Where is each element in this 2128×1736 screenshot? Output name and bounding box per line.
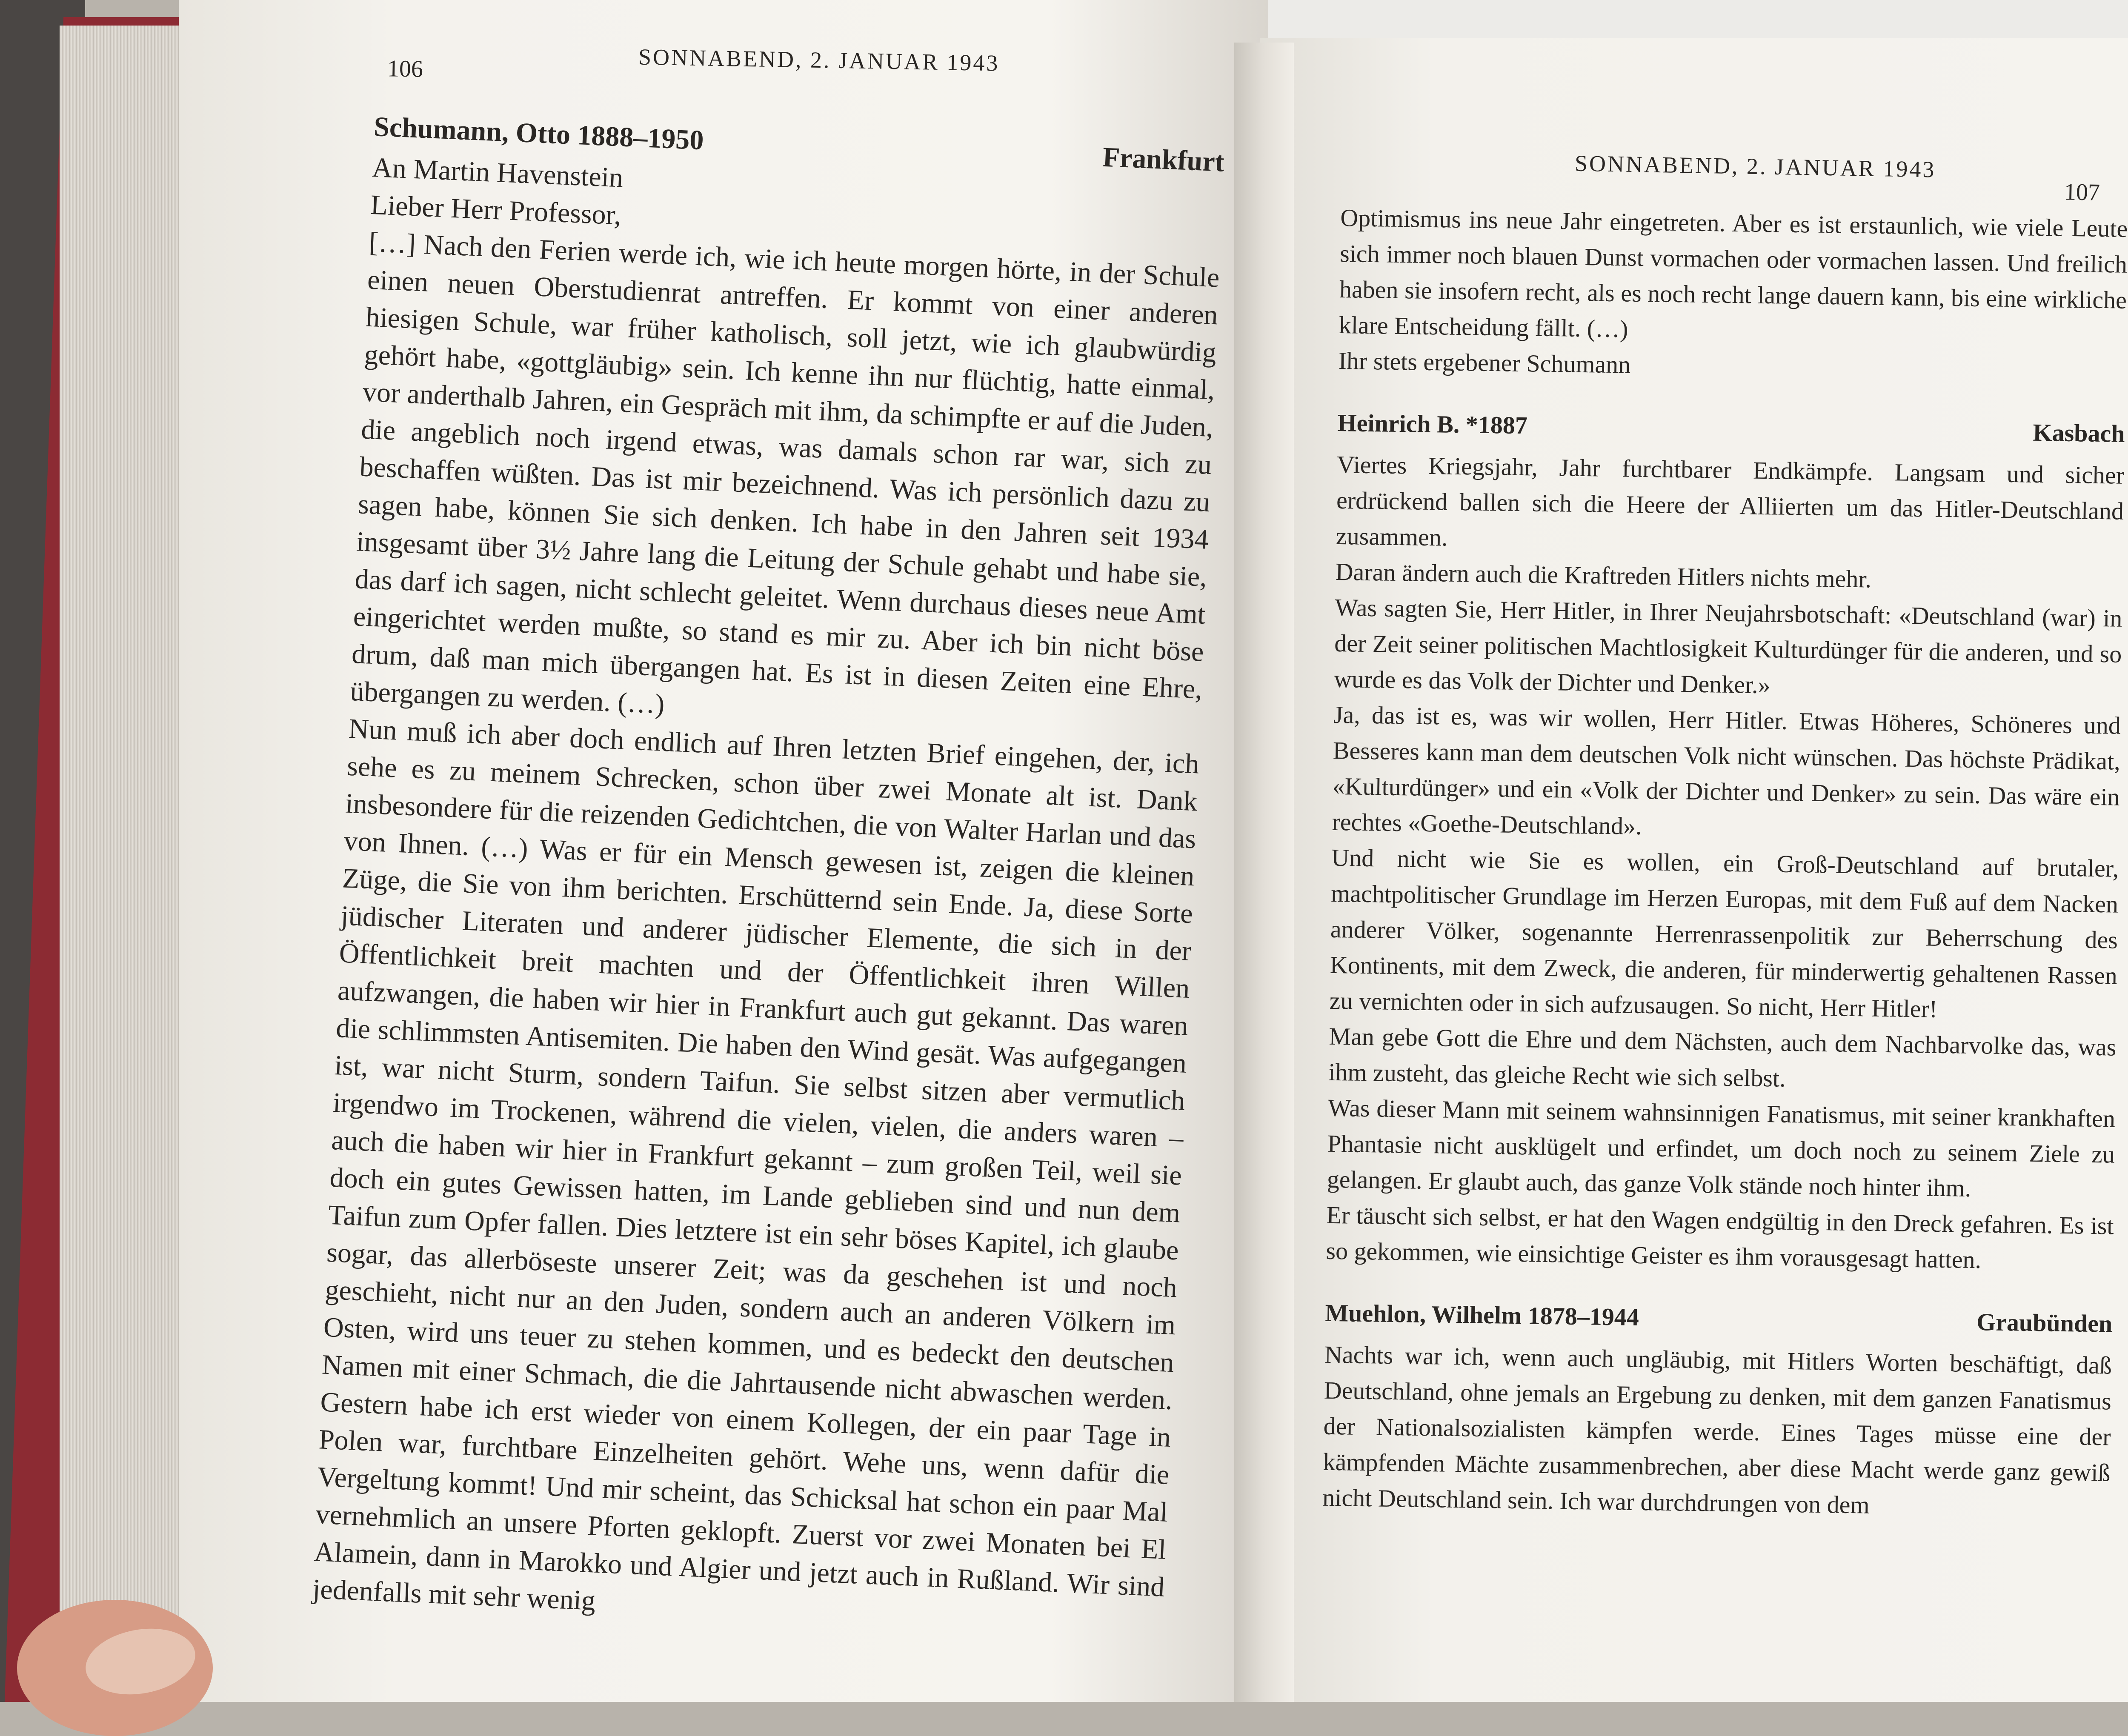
paragraph: Was sagten Sie, Herr Hitler, in Ihrer Neujahrsbotschaft: «Deutschland (war) in der Zeit seiner politischen Machtlosigkeit Kulturdünger für die anderen, und so wurde es das Volk der Dichter und Denker.» xyxy=(1333,593,2122,699)
entry-place: Kasbach xyxy=(2033,418,2125,448)
entry-place: Frankfurt xyxy=(1102,141,1225,178)
letter-salutation: Lieber Herr Professor, xyxy=(370,189,622,231)
right-page-number: 107 xyxy=(2064,179,2100,206)
paragraph: Nun muß ich aber doch endlich auf Ihren letzten Brief eingehen, der, ich sehe es zu meinem Schrecken, schon über zwei Monate alt ist. Dank insbesondere für die reizenden Gedichtchen, die von Walter Harlan und das von Ihnen. (…) Was er für ein Mensch gewesen ist, zeigen die kleinen Züge, die Sie von ihm berichten. Erschütternd sein Ende. Ja, diese Sorte jüdischer Literaten und anderer jüdischer Elemente, die sich in der Öffentlichkeit breit machten und der Öffentlichkeit ihren Willen aufzwangen, die haben wir hier in Frankfurt auch gut gekannt. Das waren die schlimmsten Antisemiten. Die haben den Wind gesät. Was aufgegangen ist, war nicht Sturm, sondern Taifun. Sie selbst sitzen aber vermutlich irgendwo im Trockenen, während die vielen, vielen, die anders waren – auch die haben wir hier in Frankfurt gekannt – zum großen Teil, weil sie doch ein gutes Gewissen hatten, im Lande geblieben sind und nun dem Taifun zum Opfer fallen. Dies letztere ist ein sehr böses Kapitel, ich glaube sogar, das allerböseste unserer Zeit; was da geschehen ist und noch geschieht, nicht nur an den Juden, sondern auch an anderen Völkern im Osten, wird uns teuer zu stehen kommen, und es bedeckt den deutschen Namen mit einer Schmach, die die Jahrtausende nicht abwaschen werden. Gestern habe ich erst wieder von einem Kollegen, der ein paar Tage in Polen war, furchtbare Einzelheiten gehört. Wehe uns, wenn dafür die Vergeltung kommt! Und mir scheint, das Schicksal hat schon ein paar Mal vernehmlich an unsere Pforten geklopft. Zuerst vor zwei Monaten bei El Alamein, dann in Marokko und Algier und jetzt auch in Rußland. Wir sind jedenfalls mit sehr wenig xyxy=(312,713,1200,1616)
paragraph: Was dieser Mann mit seinem wahnsinnigen Fanatismus, mit seiner krankhaften Phantasie nicht ausklügelt und erfindet, um doch noch zu seinem Ziele zu gelangen. Er glaubt auch, das ganze Volk stände noch hinter ihm. xyxy=(1327,1094,2116,1202)
paragraph: Nachts war ich, wenn auch ungläubig, mit Hitlers Worten beschäftigt, daß Deutschland, ohne jemals an Ergebung zu denken, mit dem ganzen Fanatismus der Nationalsozialisten kämpfen werde. Eines Tages müsse eine der kämpfenden Mächte zusammenbrechen, aber diese Macht werde ganz gewiß nicht Deutschland sein. Ich war durchdrungen von dem xyxy=(1322,1340,2112,1519)
paragraph: Optimismus ins neue Jahr eingetreten. Aber es ist erstaunlich, wie viele Leute sich immer noch blauen Dunst vormachen oder vormachen lassen. Und freilich haben sie insofern recht, als es noch recht lange dauern kann, bis eine wirkliche klare Entscheidung fällt. (…) xyxy=(1339,203,2128,343)
entry-author: Heinrich B. *1887 xyxy=(1337,408,1528,440)
paragraph: […] Nach den Ferien werde ich, wie ich heute morgen hörte, in der Schule einen neuen Oberstudienrat antreffen. Er kommt von einer anderen hiesigen Schule, war früher katholisch, soll jetzt, wie ich glaubwürdig gehört habe, «gottgläubig» sein. Ich kenne ihn nur flüchtig, hatte einmal, vor anderthalb Jahren, ein Gespräch mit ihm, da schimpfte er auf die Juden, die angeblich noch irgend etwas, was damals schon rar war, sich zu beschaffen wüßten. Das ist mir bezeichnend. Was ich persönlich dazu zu sagen habe, können Sie sich denken. Ich habe in den Jahren seit 1934 insgesamt über 3½ Jahre lang die Leitung der Schule gehabt und habe sie, das darf ich sagen, nicht schlecht geleitet. Wenn durchaus dieses neue Amt eingerichtet werden mußte, so stand es mir zu. Aber ich bin nicht böse drum, daß man mich übergangen hat. Es ist in diesen Zeiten eine Ehre, übergangen zu werden. (…) xyxy=(349,226,1220,720)
left-text-block xyxy=(312,111,1225,1644)
book-gutter xyxy=(1234,43,1294,1702)
letter-signature: Ihr stets ergebener Schumann xyxy=(1338,346,1631,379)
entry-place: Graubünden xyxy=(1976,1308,2113,1338)
left-page-header: SONNABEND, 2. JANUAR 1943 xyxy=(638,44,1000,76)
paragraph: Man gebe Gott die Ehre und dem Nächsten, auch dem Nachbarvolke das, was ihm zusteht, das gleiche Recht wie sich selbst. xyxy=(1328,1022,2117,1092)
paragraph: Und nicht wie Sie es wollen, ein Groß-Deutschland auf brutaler, machtpolitischer Grundlage im Herzen Europas, mit dem Fuß auf dem Nacken anderer Völker, sogenannte Herrenrassenpolitik zur Beherrschung des Kontinents, mit dem Zweck, die anderen, für minderwertig gehaltenen Rassen zu vernichten oder in sich aufzusaugen. So nicht, Herr Hitler! xyxy=(1329,843,2119,1023)
entry-author: Muehlon, Wilhelm 1878–1944 xyxy=(1325,1299,1639,1331)
entry-author: Schumann, Otto 1888–1950 xyxy=(373,111,704,156)
letter-recipient: An Martin Havenstein xyxy=(371,151,624,194)
paragraph: Er täuscht sich selbst, er hat den Wagen endgültig in den Dreck gefahren. Es ist so gekommen, wie einsichtige Geister es ihm vorausgesagt hatten. xyxy=(1326,1201,2114,1274)
right-text-block xyxy=(1322,200,2128,1527)
paragraph: Viertes Kriegsjahr, Jahr furchtbarer Endkämpfe. Langsam und sicher erdrückend ballen sich die Heere der Alliierten um das Hitler-Deutschland zusammen. xyxy=(1336,450,2125,551)
left-page-number: 106 xyxy=(387,55,423,83)
paragraph: Daran ändern auch die Kraftreden Hitlers nichts mehr. xyxy=(1335,557,1872,593)
paragraph: Ja, das ist es, was wir wollen, Herr Hitler. Etwas Höheres, Schöneres und Besseres kann man dem deutschen Volk nicht wünschen. Das höchste Prädikat, «Kulturdünger» und ein «Volk der Dichter und Denker» zu sein. Das wäre ein rechtes «Goethe-Deutschland». xyxy=(1332,700,2121,840)
right-page-header: SONNABEND, 2. JANUAR 1943 xyxy=(1574,150,1936,183)
